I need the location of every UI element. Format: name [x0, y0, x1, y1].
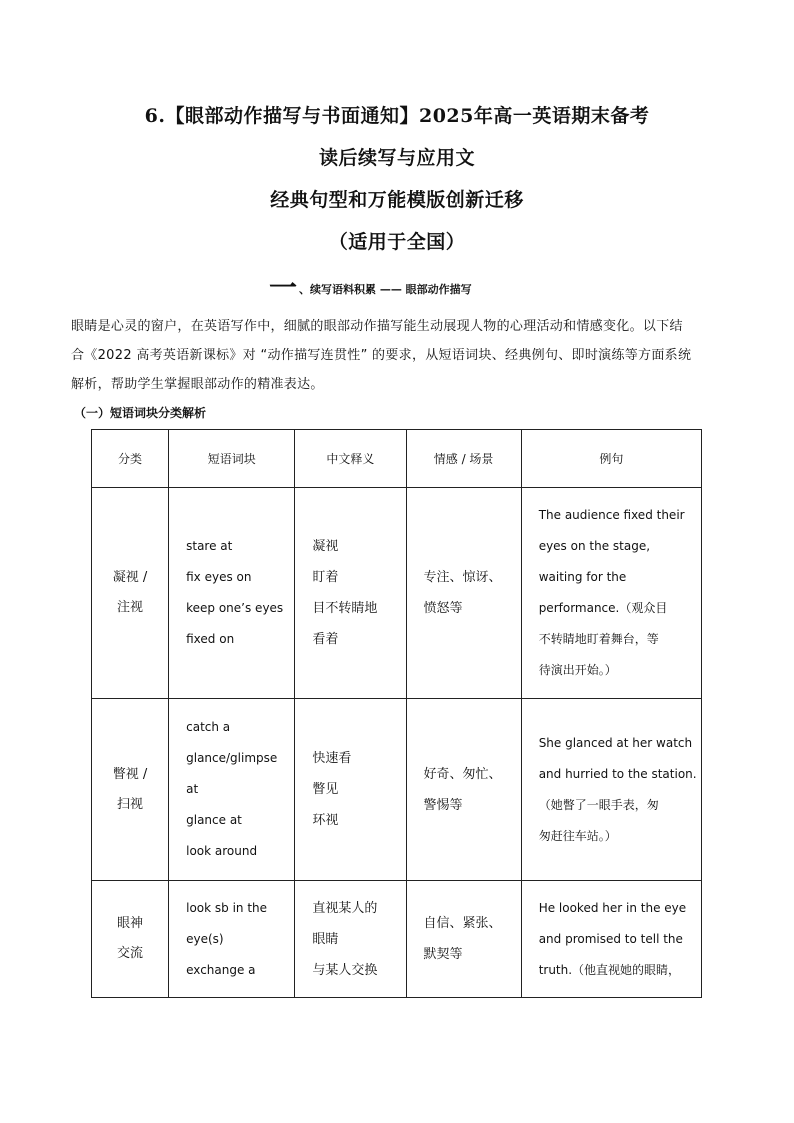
example-cell: He looked her in the eye and promised to tell the truth.（他直视她的眼睛， — [521, 881, 701, 998]
example-cell: The audience fixed their eyes on the stage, waiting for the performance.（观众目 不转睛地盯着舞台，等 待演出开始。） — [521, 488, 701, 699]
header-emotion: 情感 / 场景 — [406, 430, 521, 488]
intro-line: 眼睛是心灵的窗户，在英语写作中，细腻的眼部动作描写能生动展现人物的心理活动和情感变化。以下结 — [71, 319, 683, 334]
table-row — [92, 699, 702, 881]
section-number: 一 — [269, 271, 298, 304]
meaning-cell: 快速看 瞥见 环视 — [295, 699, 406, 881]
phrases-cell: catch a glance/glimpse at glance at look around — [169, 699, 295, 881]
subsection-heading: （一）短语词块分类解析 — [74, 406, 207, 420]
header-meaning: 中文释义 — [295, 430, 406, 488]
section-heading — [269, 271, 472, 304]
section-label: 、续写语料积累 —— 眼部动作描写 — [299, 283, 472, 296]
phrases-cell: stare at fix eyes on keep one’s eyes fixed on — [169, 488, 295, 699]
intro-line: 合《2022 高考英语新课标》对 “动作描写连贯性” 的要求，从短语词块、经典例句、即时演练等方面系统 — [71, 348, 692, 363]
intro-line: 解析，帮助学生掌握眼部动作的精准表达。 — [71, 377, 324, 392]
header-category: 分类 — [92, 430, 169, 488]
phrase-table — [91, 429, 702, 998]
category-cell: 眼神 交流 — [92, 881, 169, 998]
category-cell: 瞥视 / 扫视 — [92, 699, 169, 881]
emotion-cell: 好奇、匆忙、 警惕等 — [406, 699, 521, 881]
meaning-cell: 直视某人的 眼睛 与某人交换 — [295, 881, 406, 998]
meaning-cell: 凝视 盯着 目不转睛地 看着 — [295, 488, 406, 699]
header-example: 例句 — [521, 430, 701, 488]
document-title: 6.【眼部动作描写与书面通知】2025年高一英语期末备考 — [144, 105, 650, 127]
table-row — [92, 881, 702, 998]
intro-paragraph — [71, 312, 727, 399]
emotion-cell: 自信、紧张、 默契等 — [406, 881, 521, 998]
example-cell: She glanced at her watch and hurried to the station. （她瞥了一眼手表，匆 匆赶往车站。） — [521, 699, 701, 881]
header-phrases: 短语词块 — [169, 430, 295, 488]
table-header-row — [92, 430, 702, 488]
phrases-cell: look sb in the eye(s) exchange a — [169, 881, 295, 998]
document-scope: （适用于全国） — [328, 231, 466, 253]
document-subtitle-2: 经典句型和万能模版创新迁移 — [270, 189, 524, 211]
emotion-cell: 专注、惊讶、 愤怒等 — [406, 488, 521, 699]
category-cell: 凝视 / 注视 — [92, 488, 169, 699]
table-row — [92, 488, 702, 699]
document-subtitle-1: 读后续写与应用文 — [318, 147, 475, 169]
